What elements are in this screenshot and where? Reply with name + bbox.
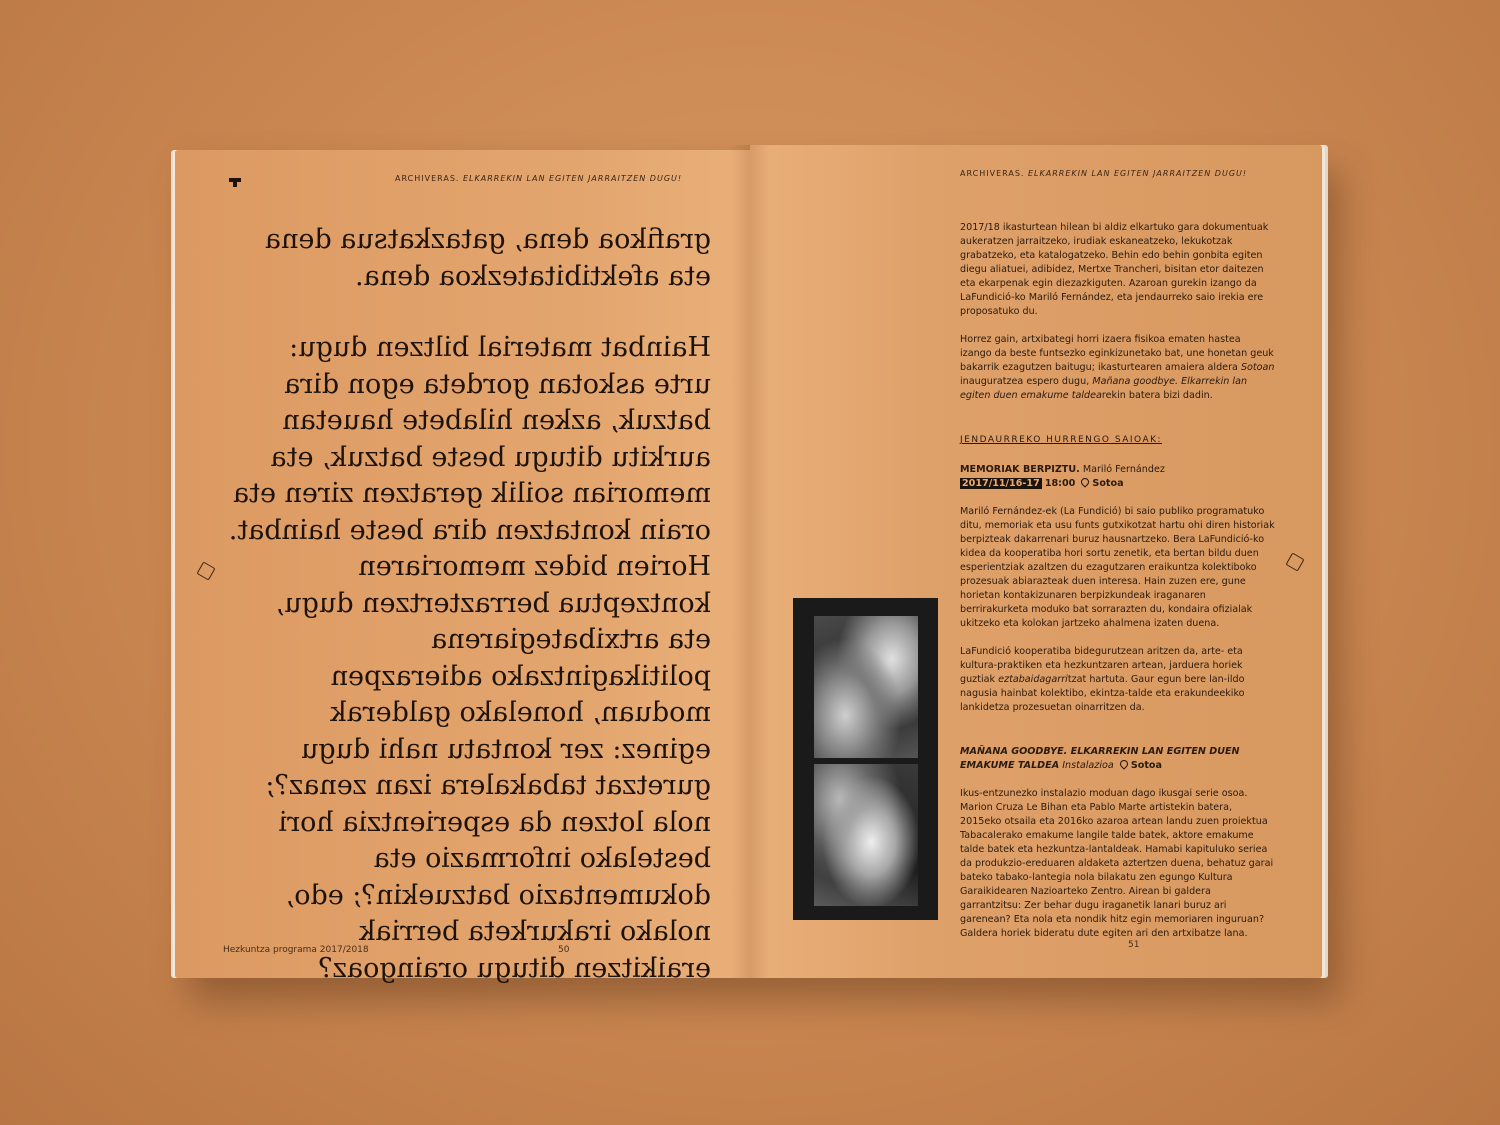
- event-2-title: MAÑANA GOODBYE. ELKARREKIN LAN EGITEN DUEN EMAKUME TALDEA: [960, 746, 1240, 771]
- photo-strip: [793, 598, 938, 920]
- cube-icon: [196, 561, 215, 580]
- right-page: [750, 145, 1322, 978]
- right-column: [960, 221, 1275, 955]
- logo-icon: [229, 178, 241, 182]
- photo-hands-2: [814, 764, 918, 906]
- location-pin-icon: [1080, 476, 1091, 487]
- event-1-description-1: Mariló Fernández-ek (La Fundició) bi saio publiko programatuko ditu, memoriak eta usu funts gutxikotzat hartu ohi diren historiak berpizteak dakarrenari buruz hausnartzeko. Bera LaFundició-ko kidea da kooperatiba hori sortu zenetik, eta bertan bildu duen esperientziak azaltzen du ezagutzaren eraikuntza kolektiboko prozesuak abiarazteak duen interesa. Hain zuzen ere, gune horietan kontakizunaren berpizkundeak iraganaren berrirakurketa moduko bat sorrarazten du, kondaira ofizialak ukitzeko eta kolokan jartzeko ahalmena izaten duena.: [960, 506, 1275, 629]
- intro-paragraph-1: 2017/18 ikasturtean hilean bi aldiz elkartuko gara dokumentuak aukeratzen jarraitzeko, irudiak eskaneatzeko, lekukotzak grabatzeko, eta katalogatzeko. Behin edo behin gonbita egiten diegu aliatuei, adibidez, Mertxe Trancheri, bisitan etor daitezen eta ekarpenak egin diezazkiguten. Azaroan gurekin izango da LaFundició-ko Mariló Fernández, eta jendaurreko saio irekia ere proposatuko du.: [960, 222, 1269, 317]
- event-1-author: Mariló Fernández: [1082, 464, 1165, 475]
- running-head-italic: ELKARREKIN LAN EGITEN JARRAITZEN DUGU!: [1028, 169, 1248, 178]
- event-1-header: [960, 463, 1275, 477]
- event-2-type: Instalazioa: [1062, 760, 1114, 771]
- event-1-title: MEMORIAK BERPIZTU.: [960, 464, 1080, 475]
- event-2-place: Sotoa: [1130, 760, 1162, 771]
- mirrored-paragraph-1: grafikoa dena, gatazkatsua dena eta afektibitatezkoa dena.: [264, 224, 711, 292]
- photo-hands-1: [814, 616, 918, 758]
- event-2-header: [960, 745, 1275, 773]
- left-page: [175, 150, 750, 984]
- mirrored-paragraph-2: Hainbat material biltzen dugu: urte askotan gordeta egon dira batzuk, azken hilabete hauetan aurkitu ditugu beste batzuk, eta memorian soilik geratzen ziren eta orain kontatzen dira beste hainbat. Horien bidez memoriaren kontzeptua berraztertzen dugu, eta artxibategiarena politikagintzako adierazpen moduan, honelako galderak eginez: zer kontatu nahi dugu guretzat tabakalera izan zenaz?; nola lotzen da esperientzia hori bestelako informazio eta dokumentazio batzuekin?; edo, nolako irakurketa berriak eraikitzen ditugu oraingoaz?: [228, 332, 711, 984]
- magazine-spread: [170, 145, 1330, 984]
- event-1-description-2: LaFundició kooperatiba bidegurutzean aritzen da, arte- eta kultura-praktiken eta hezkuntzaren artean, jarduera horiek guztiak eztabaidagarritzat hartuta. Gaur egun bere lan-ildo nagusia hainbat kolektibo, ekintza-talde eta erakundeekiko lankidetza prozesuetan oinarritzen da.: [960, 646, 1245, 713]
- event-1-meta: [960, 477, 1275, 491]
- running-head-italic: ELKARREKIN LAN EGITEN JARRAITZEN DUGU!: [463, 174, 683, 183]
- event-1-time: 18:00: [1044, 478, 1076, 489]
- running-head-plain: ARCHIVERAS.: [395, 174, 460, 183]
- intro-paragraph-2: Horrez gain, artxibategi horri izaera fisikoa ematen hastea izango da beste funtsezko eginkizunetako bat, une honetan geuk bakarrik ezagutzen baitugu; ikasturtearen amaiera aldera Sotoan inauguratzea espero dugu, Mañana goodbye. Elkarrekin lan egiten duen emakume taldearekin batera bizi dadin.: [960, 334, 1275, 401]
- footer-title: Hezkuntza programa 2017/2018: [223, 945, 369, 955]
- location-pin-icon: [1118, 758, 1129, 769]
- event-2-description: Ikus-entzunezko instalazio moduan dago ikusgai serie osoa. Marion Cruza Le Bihan eta Pablo Marte artistekin batera, 2015eko otsaila eta 2016ko azaroa artean landu zuen proiektua Tabacalerako emakume langile talde batek, aktore emakume talde batek eta hezkuntza-lantaldeak. Hamabi kapituluko seriea da produkzio-ereduaren aldaketa aztertzen duena, behatuz garai bateko tabako-lantegia nola bilakatu zen egungo Kultura Garaikidearen Nazioarteko Zentro. Airean bi galdera garrantzitsu: Zer behar dugu iraganetik lanari buruz ari garenean? Eta nola eta nondik hitz egin memoriaren inguruan? Galdera horiek bideratu dute egiten ari den artxibatze lana.: [960, 788, 1274, 939]
- page-number-right: 51: [1128, 940, 1140, 950]
- running-head-plain: ARCHIVERAS.: [960, 169, 1025, 178]
- spine-gutter: [730, 145, 770, 978]
- cube-icon: [1285, 552, 1304, 571]
- left-running-head: [395, 174, 682, 183]
- event-1-date: 2017/11/16-17: [962, 478, 1040, 489]
- right-running-head: [960, 169, 1247, 178]
- section-title: JENDAURREKO HURRENGO SAIOAK:: [960, 435, 1163, 445]
- event-1-place: Sotoa: [1092, 478, 1124, 489]
- mirrored-body-text: [225, 222, 711, 987]
- page-number-left: 50: [558, 945, 570, 955]
